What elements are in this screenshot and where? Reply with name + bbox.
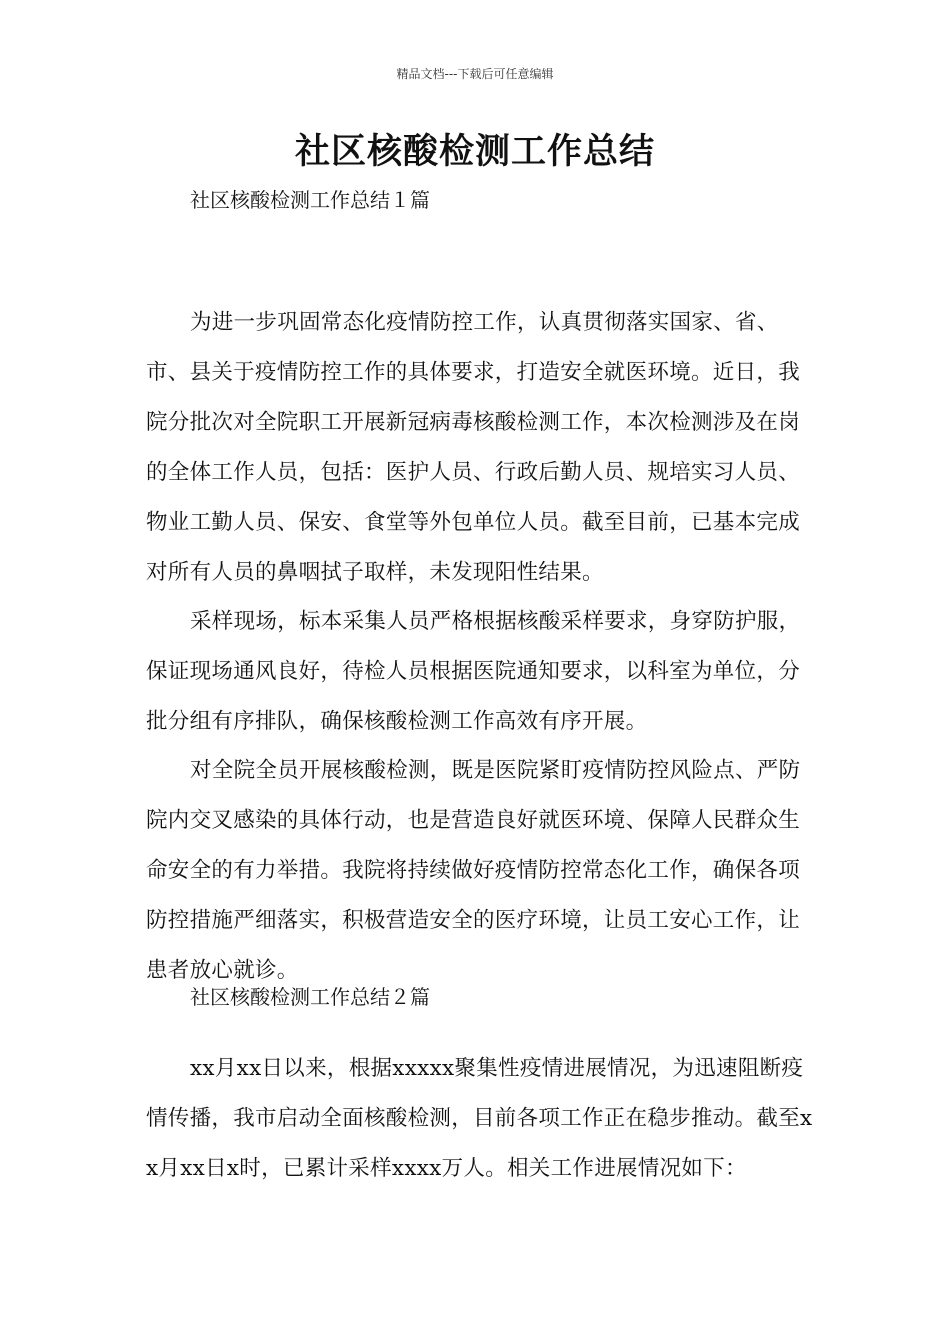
paragraph: 采样现场，标本采集人员严格根据核酸采样要求，身穿防护服，保证现场通风良好，待检人员根据医院通知要求，以科室为单位，分批分组有序排队，确保核酸检测工作高效有序开展。 [146, 608, 801, 734]
header-note: 精品文档---下载后可任意编辑 [396, 67, 554, 81]
section-heading-2: 社区核酸检测工作总结２篇 [190, 985, 430, 1009]
paragraph: xx月xx日以来，根据xxxxx聚集性疫情进展情况，为迅速阻断疫情传播，我市启动全面核酸检测，目前各项工作正在稳步推动。截至xx月xx日x时，已累计采样xxxx万人。相关工作进展情况如下： [146, 1055, 813, 1181]
page-title: 社区核酸检测工作总结 [294, 132, 655, 172]
section-heading-1: 社区核酸检测工作总结１篇 [190, 188, 430, 212]
paragraph: 对全院全员开展核酸检测，既是医院紧盯疫情防控风险点、严防院内交叉感染的具体行动，也是营造良好就医环境、保障人民群众生命安全的有力举措。我院将持续做好疫情防控常态化工作，确保各项防控措施严细落实，积极营造安全的医疗环境，让员工安心工作，让患者放心就诊。 [146, 757, 801, 983]
paragraph: 为进一步巩固常态化疫情防控工作，认真贯彻落实国家、省、市、县关于疫情防控工作的具体要求，打造安全就医环境。近日，我院分批次对全院职工开展新冠病毒核酸检测工作，本次检测涉及在岗的全体工作人员，包括：医护人员、行政后勤人员、规培实习人员、物业工勤人员、保安、食堂等外包单位人员。截至目前，已基本完成对所有人员的鼻咽拭子取样，未发现阳性结果。 [146, 309, 801, 585]
